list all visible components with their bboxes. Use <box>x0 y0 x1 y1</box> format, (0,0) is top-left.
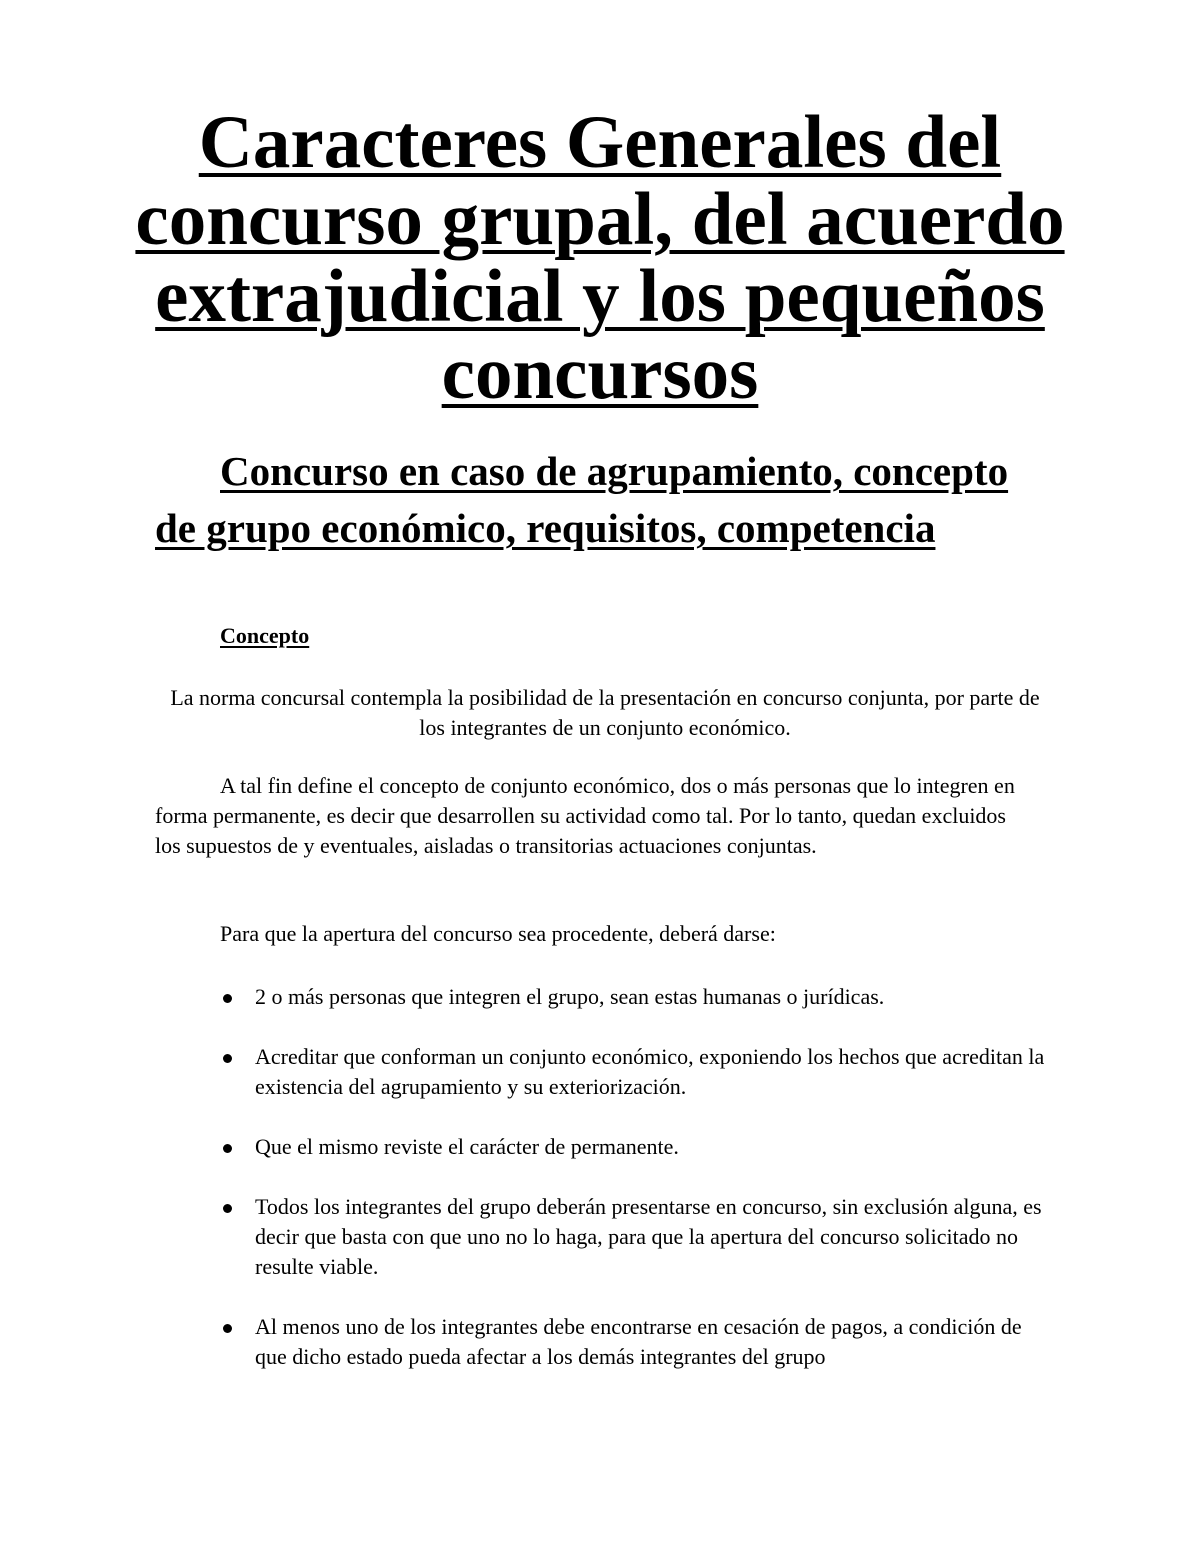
concept-heading: Concepto <box>220 623 310 648</box>
bullet-icon <box>223 994 232 1003</box>
list-item <box>220 1312 1050 1372</box>
list-item-text: Acreditar que conforman un conjunto económico, exponiendo los hechos que acreditan la existencia del agrupamiento y su exteriorización. <box>255 1044 1045 1099</box>
list-item-text: Al menos uno de los integrantes debe encontrarse en cesación de pagos, a condición de que dicho estado pueda afectar a los demás integrantes del grupo <box>255 1314 1022 1369</box>
list-item <box>220 1042 1050 1102</box>
requirements-lead: Para que la apertura del concurso sea procedente, deberá darse: <box>220 921 776 946</box>
bullet-icon <box>223 1054 232 1063</box>
intro-paragraph: La norma concursal contempla la posibilidad de la presentación en concurso conjunta, por parte de los integrantes de un conjunto económico. <box>170 685 1040 740</box>
list-item <box>220 1132 1050 1162</box>
definition-paragraph: A tal fin define el concepto de conjunto económico, dos o más personas que lo integren en forma permanente, es decir que desarrollen su actividad como tal. Por lo tanto, quedan excluidos los supuestos de y eventuales, aisladas o transitorias actuaciones conjuntas. <box>155 773 1015 858</box>
section-subtitle: Concurso en caso de agrupamiento, concepto de grupo económico, requisitos, competencia <box>155 448 1009 551</box>
bullet-icon <box>223 1204 232 1213</box>
document-title: Caracteres Generales del concurso grupal, del acuerdo extrajudicial y los pequeños concursos <box>135 101 1065 415</box>
list-item <box>220 1192 1050 1282</box>
list-item-text: Todos los integrantes del grupo deberán presentarse en concurso, sin exclusión alguna, es decir que basta con que uno no lo haga, para que la apertura del concurso solicitado no resulte viable. <box>255 1194 1042 1279</box>
bullet-icon <box>223 1144 232 1153</box>
list-item-text: Que el mismo reviste el carácter de permanente. <box>255 1134 679 1159</box>
list-item-text: 2 o más personas que integren el grupo, sean estas humanas o jurídicas. <box>255 984 885 1009</box>
list-item <box>220 982 1050 1012</box>
requirements-list <box>220 982 1050 1402</box>
bullet-icon <box>223 1324 232 1333</box>
